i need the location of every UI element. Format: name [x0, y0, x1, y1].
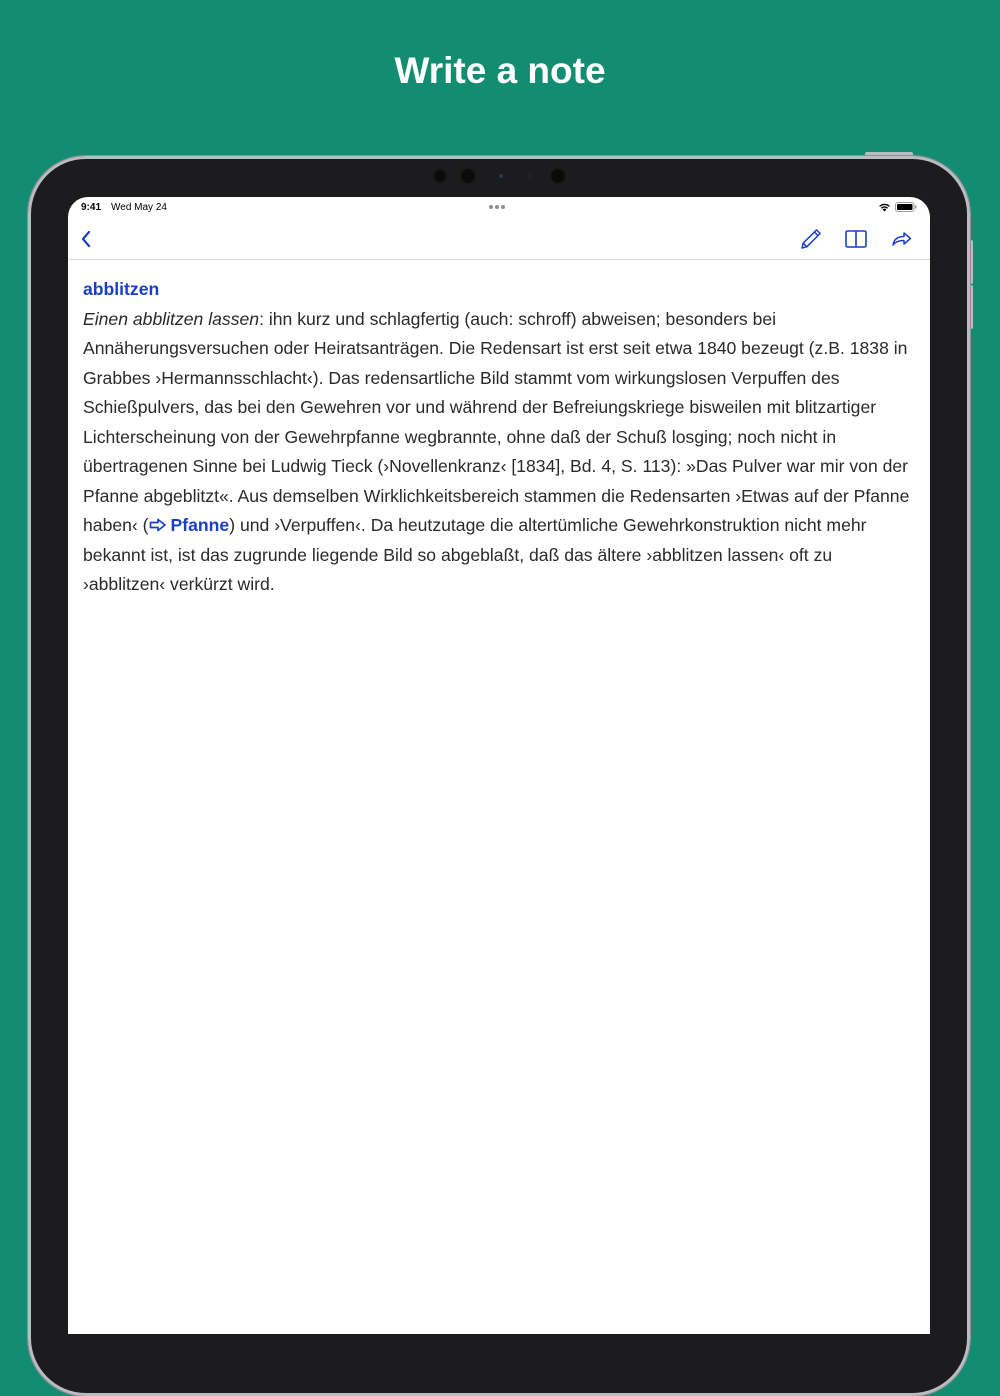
sensor-dot — [433, 169, 447, 183]
pencil-icon — [797, 225, 825, 253]
write-note-button[interactable] — [797, 225, 825, 253]
share-button[interactable] — [888, 225, 916, 253]
cross-reference-label: Pfanne — [170, 515, 230, 535]
front-camera-icon — [460, 168, 476, 184]
back-button[interactable] — [74, 225, 102, 253]
entry-headword: abblitzen — [83, 279, 160, 299]
navigation-bar — [68, 219, 930, 260]
entry-body — [83, 305, 915, 600]
sensor-dot — [528, 174, 532, 178]
cross-reference-link[interactable] — [149, 515, 230, 535]
sensor-dot — [499, 174, 503, 178]
reader-view-button[interactable] — [842, 225, 870, 253]
camera-housing — [430, 167, 570, 185]
multitasking-dots-icon[interactable] — [489, 205, 509, 209]
promo-headline: Write a note — [394, 50, 606, 91]
entry-idiom: Einen abblitzen lassen — [83, 308, 260, 329]
app-screen — [68, 197, 930, 1334]
open-book-icon — [842, 225, 870, 253]
status-time: 9:41 — [81, 202, 102, 213]
status-bar — [68, 197, 930, 219]
entry-text-part-1: : ihn kurz und schlagfertig (auch: schroff) abweisen; besonders bei Annäherungsversuchen oder Heiratsanträgen. Die Redensart ist erst seit etwa 1840 bezeugt (z.B. 1838 in Grabbes ›Hermannsschlacht‹). Das redensartliche Bild stammt vom wirkungslosen Verpuffen des Schießpulvers, das bei den Gewehren vor und während der Befreiungskriege bisweilen mit blitzartiger Lichterscheinung von der Gewehrpfanne wegbrannte, ohne daß der Schuß losging; noch nicht in übertragenen Sinne bei Ludwig Tieck (›Novellenkranz‹ [1834], Bd. 4, S. 113): »Das Pulver war mir von der Pfanne abgeblitzt«. Aus demselben Wirklichkeitsbereich stammen die Redensarten ›Etwas auf der Pfanne haben‹ ( — [83, 308, 910, 535]
share-arrow-icon — [888, 225, 916, 253]
chevron-left-icon — [74, 225, 102, 253]
sensor-dot — [550, 168, 566, 184]
battery-icon — [895, 202, 917, 212]
entry-text-part-2: ) und ›Verpuffen‹. Da heutzutage die altertümliche Gewehrkonstruktion nicht mehr bekannt ist, ist das zugrunde liegende Bild so abgeblaßt, daß das ältere ›abblitzen lassen‹ oft zu ›abblitzen‹ verkürzt wird. — [83, 515, 867, 594]
status-date: Wed May 24 — [111, 202, 167, 213]
wifi-icon — [878, 202, 891, 212]
entry-content — [83, 275, 915, 600]
arrow-right-icon — [149, 518, 167, 532]
